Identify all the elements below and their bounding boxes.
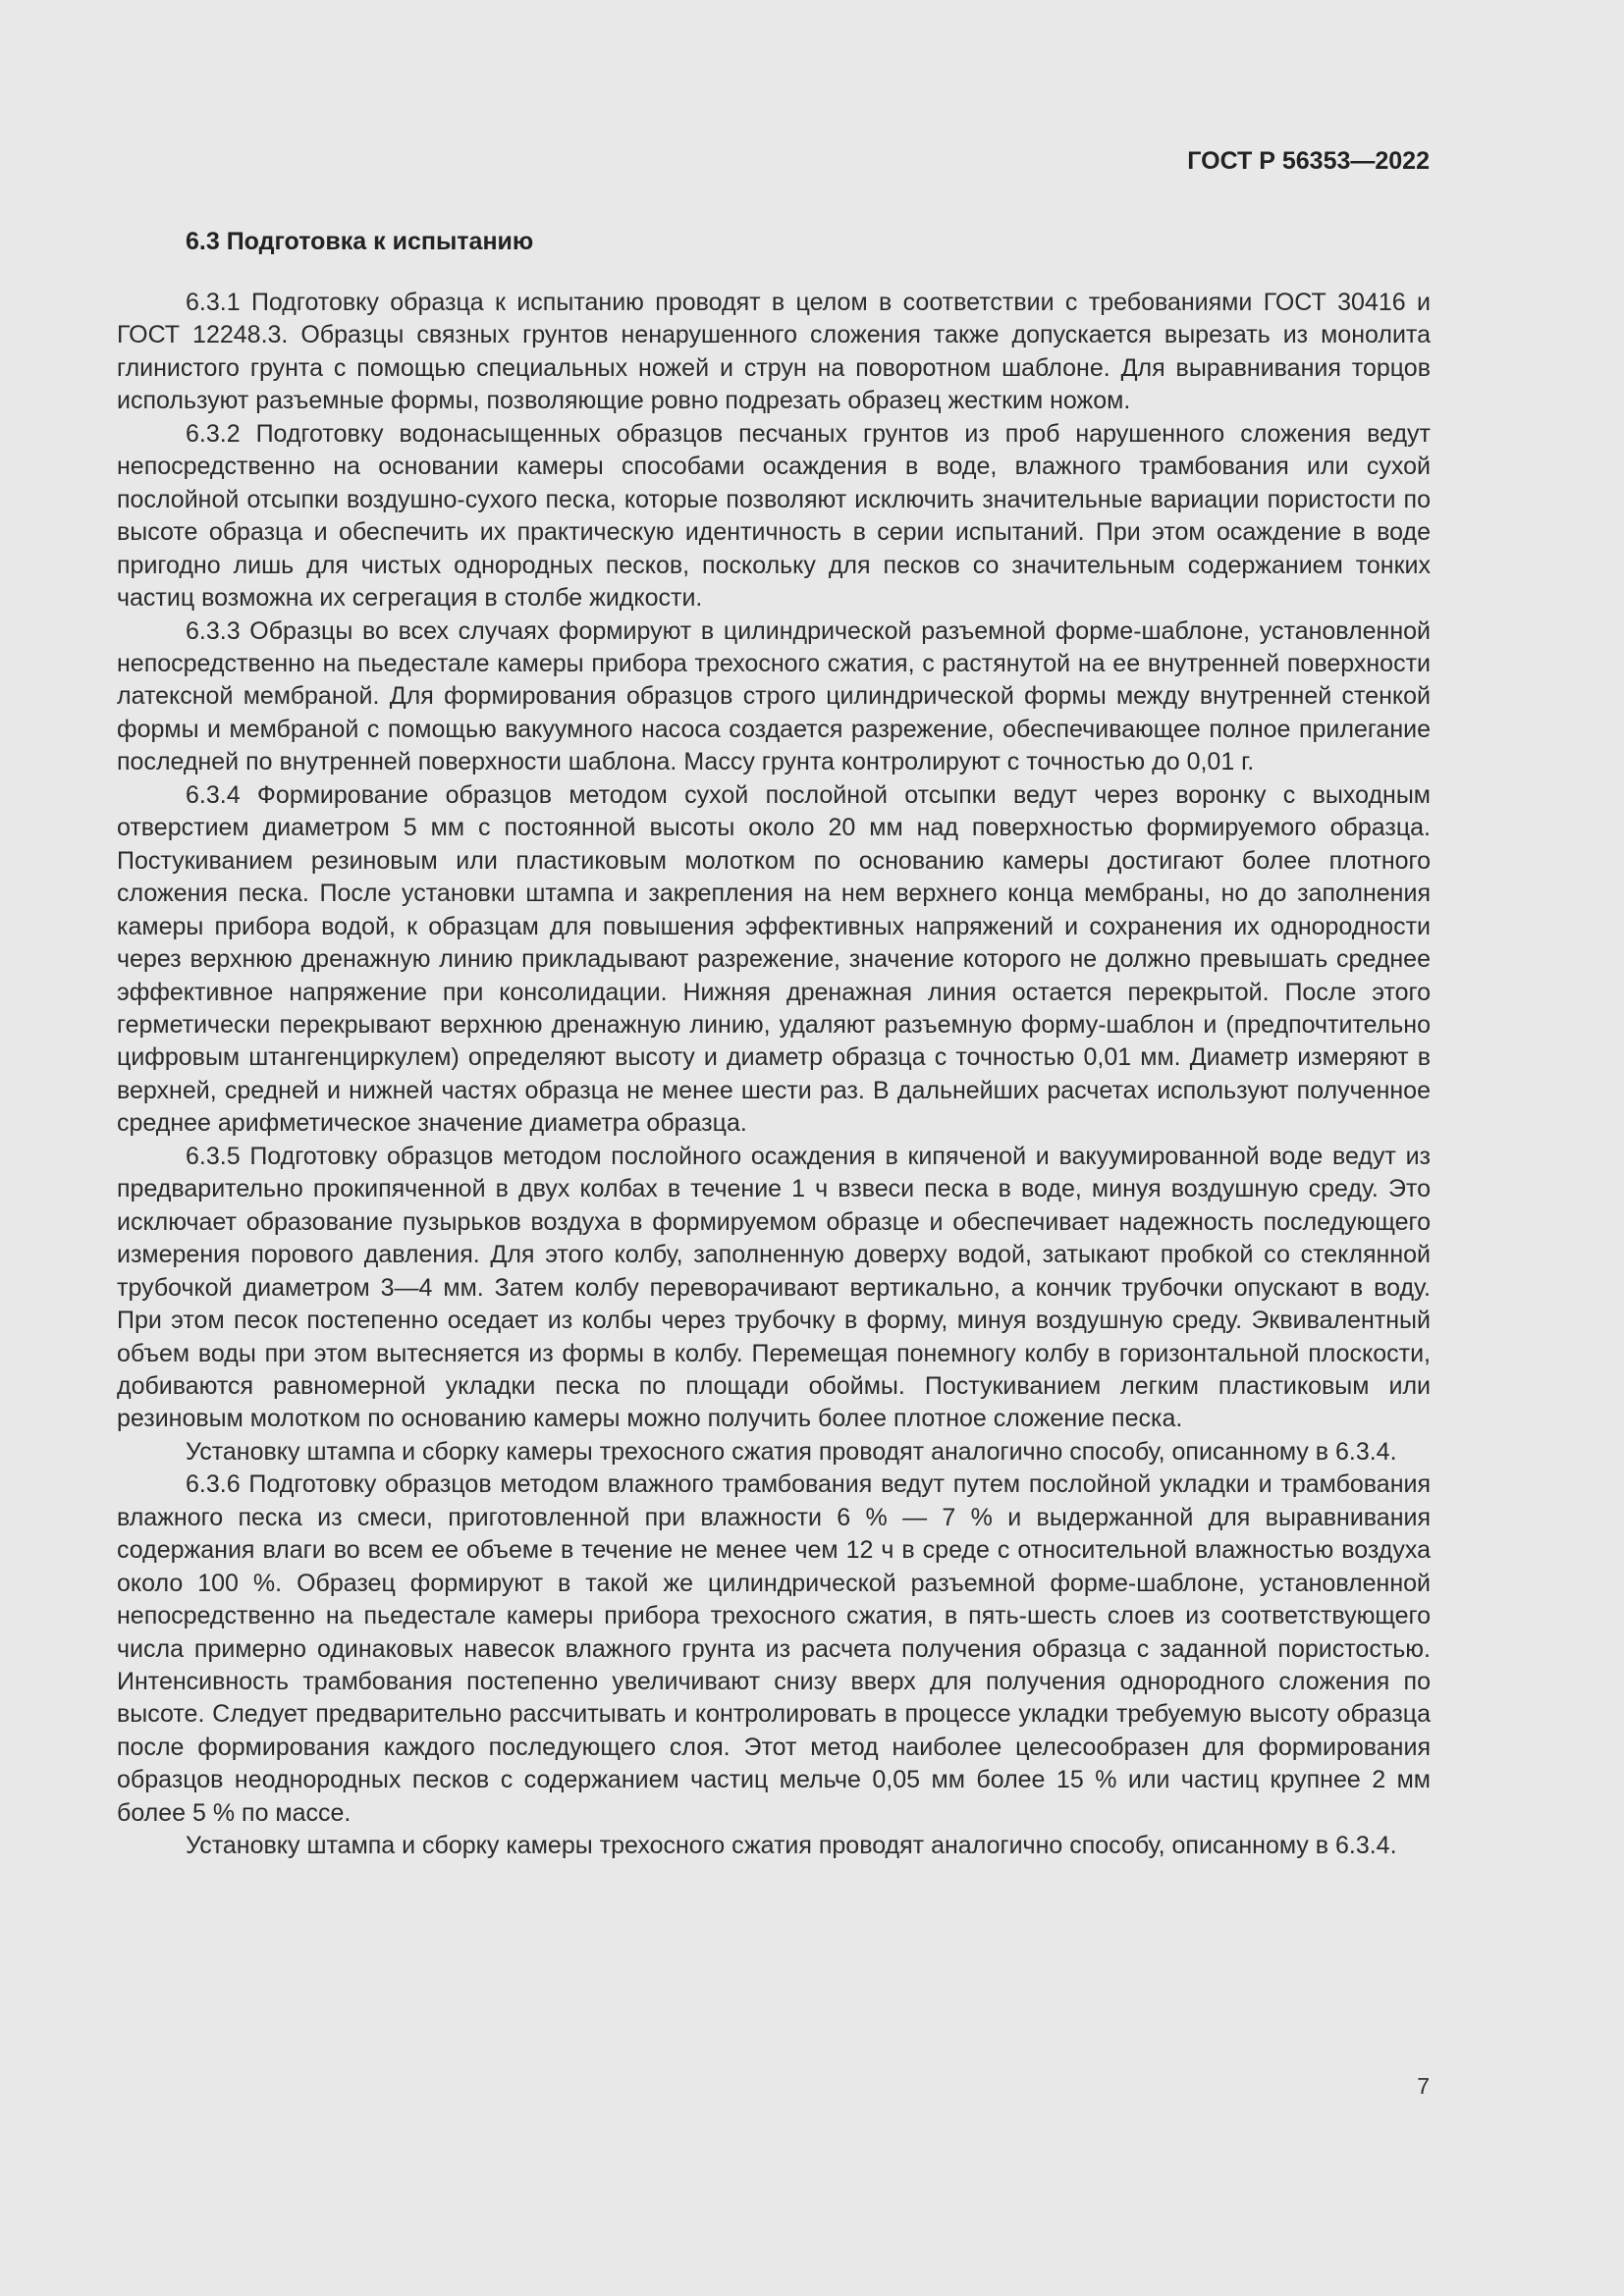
paragraph-stamp-assembly-1: Установку штампа и сборку камеры трехосного сжатия проводят аналогично способу, описанному в 6.3.4. [186, 1437, 1397, 1466]
document-body [117, 224, 1431, 1863]
document-id-header: ГОСТ Р 56353—2022 [1187, 147, 1430, 175]
paragraph-6-3-2: 6.3.2 Подготовку водонасыщенных образцов песчаных грунтов из проб нарушенного сложения ведут непосредственно на основании камеры способами осаждения в воде, влажного трамбования или сухой послойной отсыпки воздушно-сухого песка, которые позволяют исключить значительные вариации пористости по высоте образца и обеспечить их практическую идентичность в серии испытаний. При этом осаждение в воде пригодно лишь для чистых однородных песков, поскольку для песков со значительным содержанием тонких частиц возможна их сегрегация в столбе жидкости. [117, 419, 1431, 613]
section-heading: 6.3 Подготовка к испытанию [186, 228, 534, 255]
paragraph-6-3-5: 6.3.5 Подготовку образцов методом послойного осаждения в кипяченой и вакуумированной воде ведут из предварительно прокипяченной в двух колбах в течение 1 ч взвеси песка в воде, минуя воздушную среду. Это исключает образование пузырьков воздуха в формируемом образце и обеспечивает надежность последующего измерения порового давления. Для этого колбу, заполненную доверху водой, затыкают пробкой со стеклянной трубочкой диаметром 3—4 мм. Затем колбу переворачивают вертикально, а кончик трубочки опускают в воду. При этом песок постепенно оседает из колбы через трубочку в форму, минуя воздушную среду. Эквивалентный объем воды при этом вытесняется из формы в колбу. Перемещая понемногу колбу в горизонтальной плоскости, добиваются равномерной укладки песка по площади обоймы. Постукиванием легким пластиковым или резиновым молотком по основанию камеры можно получить более плотное сложение песка. [117, 1142, 1431, 1433]
paragraph-6-3-6: 6.3.6 Подготовку образцов методом влажного трамбования ведут путем послойной укладки и трамбования влажного песка из смеси, приготовленной при влажности 6 % — 7 % и выдержанной для выравнивания содержания влаги во всем ее объеме в течение не менее чем 12 ч в среде с относительной влажностью воздуха около 100 %. Образец формируют в такой же цилиндрической разъемной форме-шаблоне, установленной непосредственно на пьедестале камеры прибора трехосного сжатия, в пять-шесть слоев из соответствующего числа примерно одинаковых навесок влажного грунта из расчета получения образца с заданной пористостью. Интенсивность трамбования постепенно увеличивают снизу вверх для получения однородного сложения по высоте. Следует предварительно рассчитывать и контролировать в процессе укладки требуемую высоту образца после формирования каждого последующего слоя. Этот метод наиболее целесообразен для формирования образцов неоднородных песков с содержанием частиц мельче 0,05 мм более 15 % или частиц крупнее 2 мм более 5 % по массе. [117, 1470, 1431, 1827]
paragraph-6-3-3: 6.3.3 Образцы во всех случаях формируют в цилиндрической разъемной форме-шаблоне, установленной непосредственно на пьедестале камеры прибора трехосного сжатия, с растянутой на ее внутренней поверхности латексной мембраной. Для формирования образцов строго цилиндрической формы между внутренней стенкой формы и мембраной с помощью вакуумного насоса создается разрежение, обеспечивающее полное прилегание последней по внутренней поверхности шаблона. Массу грунта контролируют с точностью до 0,01 г. [117, 616, 1431, 776]
paragraph-6-3-4: 6.3.4 Формирование образцов методом сухой послойной отсыпки ведут через воронку с выходным отверстием диаметром 5 мм с постоянной высоты около 20 мм над поверхностью формируемого образца. Постукиванием резиновым или пластиковым молотком по основанию камеры достигают более плотного сложения песка. После установки штампа и закрепления на нем верхнего конца мембраны, но до заполнения камеры прибора водой, к образцам для повышения эффективных напряжений и сохранения их однородности через верхнюю дренажную линию прикладывают разрежение, значение которого не должно превышать среднее эффективное напряжение при консолидации. Нижняя дренажная линия остается перекрытой. После этого герметически перекрывают верхнюю дренажную линию, удаляют разъемную форму-шаблон и (предпочтительно цифровым штангенциркулем) определяют высоту и диаметр образца с точностью 0,01 мм. Диаметр измеряют в верхней, средней и нижней частях образца не менее шести раз. В дальнейших расчетах используют полученное среднее арифметическое значение диаметра образца. [117, 780, 1431, 1138]
page-number: 7 [1417, 2073, 1430, 2099]
paragraph-6-3-1: 6.3.1 Подготовку образца к испытанию проводят в целом в соответствии с требованиями ГОСТ 30416 и ГОСТ 12248.3. Образцы связных грунтов ненарушенного сложения также допускается вырезать из монолита глинистого грунта с помощью специальных ножей и струн на поворотном шаблоне. Для выравнивания торцов используют разъемные формы, позволяющие ровно подрезать образец жестким ножом. [117, 289, 1431, 415]
paragraph-stamp-assembly-2: Установку штампа и сборку камеры трехосного сжатия проводят аналогично способу, описанному в 6.3.4. [186, 1832, 1397, 1860]
